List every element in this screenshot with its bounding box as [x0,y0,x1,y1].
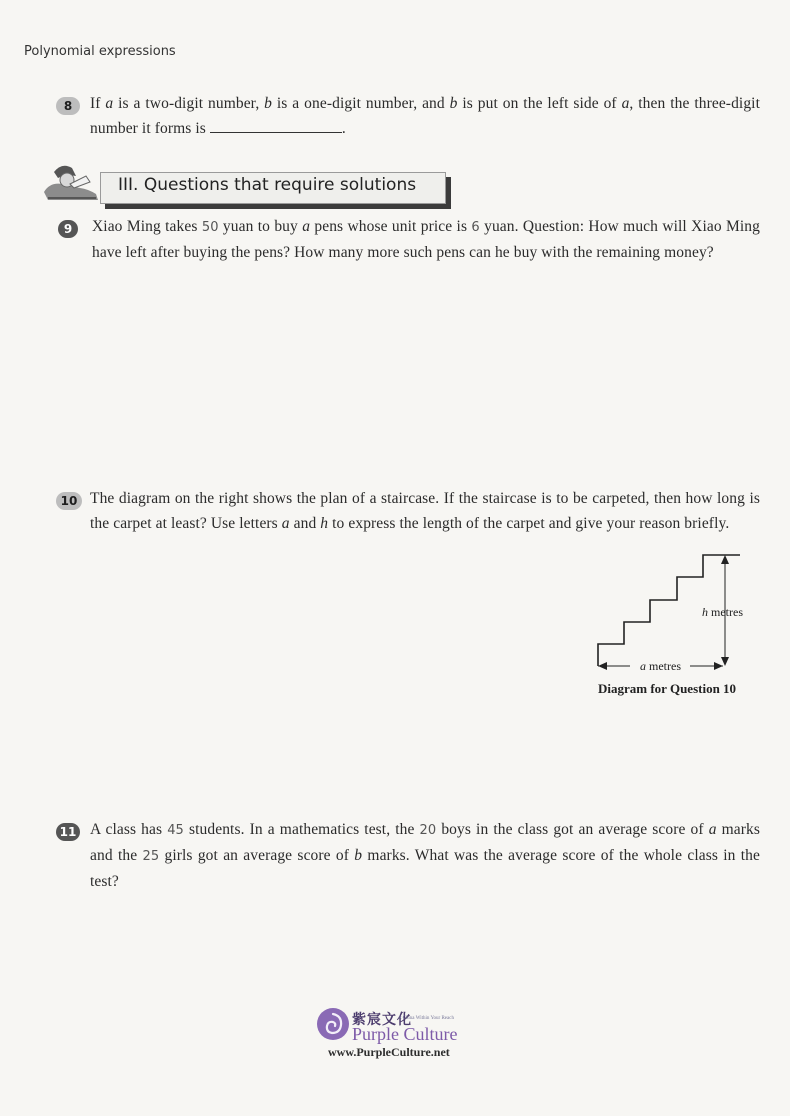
watermark-url: www.PurpleCulture.net [328,1045,450,1059]
q9-number: 6 [471,220,480,235]
section-title: III. Questions that require solutions [118,175,417,195]
diagram-caption: Diagram for Question 10 [598,681,737,696]
q11-text: A class has [90,821,168,838]
question-number-10: 10 [56,492,82,510]
question-9-text [92,214,760,265]
q11-number: 20 [419,823,437,838]
q10-var-a: a [281,515,290,532]
q8-var-b: b [449,95,458,112]
q9-number: 50 [201,220,219,235]
purple-culture-logo-icon [316,1006,350,1042]
question-11-text [90,817,760,894]
q11-number: 45 [167,823,184,838]
q8-text: If [90,95,106,112]
q8-text: is a one-digit number, and [272,95,450,112]
question-8-text [90,91,760,141]
question-number-11: 11 [56,823,80,841]
running-header: Polynomial expressions [24,44,176,59]
reading-figure-icon [40,158,102,204]
watermark-brand: Purple Culture [352,1024,458,1044]
width-label: a metres [640,659,681,673]
q8-var-a: a [105,95,114,112]
arrow-right-icon [714,662,723,670]
q8-var-a: a [621,95,630,112]
q10-text: to express the length of the carpet and give your reason briefly. [328,515,730,532]
q11-text: students. In a mathematics test, the [183,821,420,838]
q11-var-b: b [354,847,363,864]
q9-var-a: a [302,218,311,235]
question-10-text [90,486,760,536]
answer-blank[interactable] [210,118,342,133]
arrow-up-icon [721,555,729,564]
watermark-chinese-text: 紫宸文化 [352,1013,412,1028]
q8-text: is put on the left side of [457,95,622,112]
watermark-tagline: A China Within Your Reach [398,1016,454,1021]
q10-text: and [289,515,321,532]
q9-text: yuan to buy [218,218,303,235]
q11-text: boys in the class got an average score of [436,821,709,838]
staircase-diagram [590,548,760,676]
q11-var-a: a [708,821,717,838]
q11-text: marks and the [90,821,760,864]
question-number-9: 9 [58,220,78,238]
q8-text: , then the three-digit number it forms is [90,95,760,137]
q8-text: is a two-digit number, [113,95,265,112]
arrow-down-icon [721,657,729,666]
q8-var-b: b [264,95,273,112]
q11-text: girls got an average score of [159,847,355,864]
q11-number: 25 [142,849,160,864]
question-number-8: 8 [56,97,80,115]
q9-text: Xiao Ming takes [92,218,202,235]
q11-text: marks. What was the average score of the whole class in the test? [90,847,760,890]
q9-text: pens whose unit price is [310,218,472,235]
height-label: h metres [702,605,743,619]
q10-text: The diagram on the right shows the plan of a staircase. If the staircase is to be carpeted, then how long is the carpet at least? Use letters [90,490,760,532]
q10-var-h: h [320,515,329,532]
q8-text: . [341,120,346,137]
arrow-left-icon [598,662,607,670]
q9-text: yuan. Question: How much will Xiao Ming have left after buying the pens? How many more such pens can he buy with the remaining money? [92,218,760,261]
